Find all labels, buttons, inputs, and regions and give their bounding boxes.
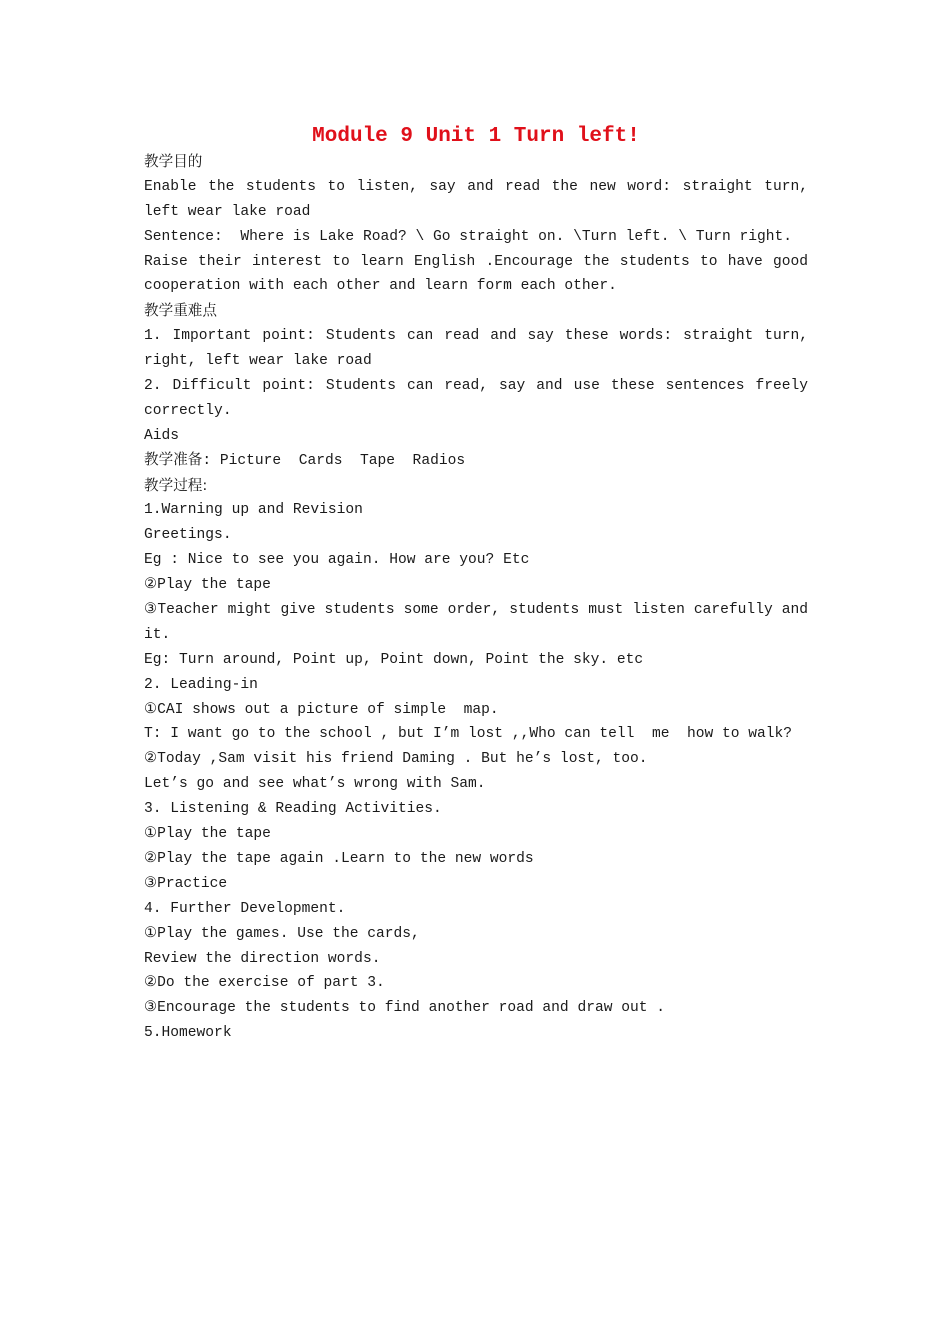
- text-line: 1. Important point: Students can read and say these words: straight turn,: [144, 328, 808, 345]
- text-line: ③Teacher might give students some order, students must listen carefully and: [144, 602, 808, 619]
- text-line: Aids: [144, 427, 180, 444]
- text-line: it.: [144, 626, 171, 643]
- text-line: Sentence: Where is Lake Road? \ Go straight on. \Turn left. \ Turn right.: [144, 228, 793, 245]
- text-line: ②Today ,Sam visit his friend Daming . But he’s lost, too.: [144, 751, 648, 768]
- text-line: Review the direction words.: [144, 950, 381, 967]
- text-line: 1.Warning up and Revision: [144, 502, 363, 519]
- text-line: Raise their interest to learn English .Encourage the students to have good: [144, 253, 808, 270]
- text-line: correctly.: [144, 402, 232, 419]
- text-line: ①CAI shows out a picture of simple map.: [144, 701, 499, 718]
- text-line: ②Play the tape again .Learn to the new words: [144, 850, 534, 867]
- section-heading-preparation: 教学准备: Picture Cards Tape Radios: [144, 452, 466, 469]
- text-line: Greetings.: [144, 527, 232, 544]
- text-line: cooperation with each other and learn form each other.: [144, 278, 617, 295]
- text-line: 5.Homework: [144, 1025, 232, 1042]
- text-line: left wear lake road: [144, 203, 311, 220]
- text-line: T: I want go to the school , but I’m lost ,,Who can tell me how to walk?: [144, 726, 793, 743]
- document-title: Module 9 Unit 1 Turn left!: [312, 125, 640, 148]
- section-heading-procedure: 教学过程:: [144, 476, 208, 494]
- text-line: Eg: Turn around, Point up, Point down, Point the sky. etc: [144, 651, 644, 668]
- text-line: Enable the students to listen, say and read the new word: straight turn,: [144, 178, 808, 195]
- text-line: Eg : Nice to see you again. How are you? Etc: [144, 552, 530, 569]
- text-line: 2. Difficult point: Students can read, say and use these sentences freely: [144, 378, 808, 395]
- text-line: ③Practice: [144, 875, 228, 892]
- text-line: ③Encourage the students to find another road and draw out .: [144, 1000, 666, 1017]
- text-line: 3. Listening & Reading Activities.: [144, 801, 442, 818]
- text-line: 4. Further Development.: [144, 900, 346, 917]
- document-page: [144, 124, 808, 1046]
- text-line: ②Do the exercise of part 3.: [144, 975, 385, 992]
- text-line: ①Play the games. Use the cards,: [144, 925, 420, 942]
- text-line: ①Play the tape: [144, 826, 271, 843]
- text-line: right, left wear lake road: [144, 353, 372, 370]
- section-heading-key-points: 教学重难点: [144, 302, 217, 320]
- text-line: ②Play the tape: [144, 577, 271, 594]
- section-heading-objectives: 教学目的: [144, 153, 203, 170]
- text-line: 2. Leading-in: [144, 676, 258, 693]
- text-line: Let’s go and see what’s wrong with Sam.: [144, 776, 486, 793]
